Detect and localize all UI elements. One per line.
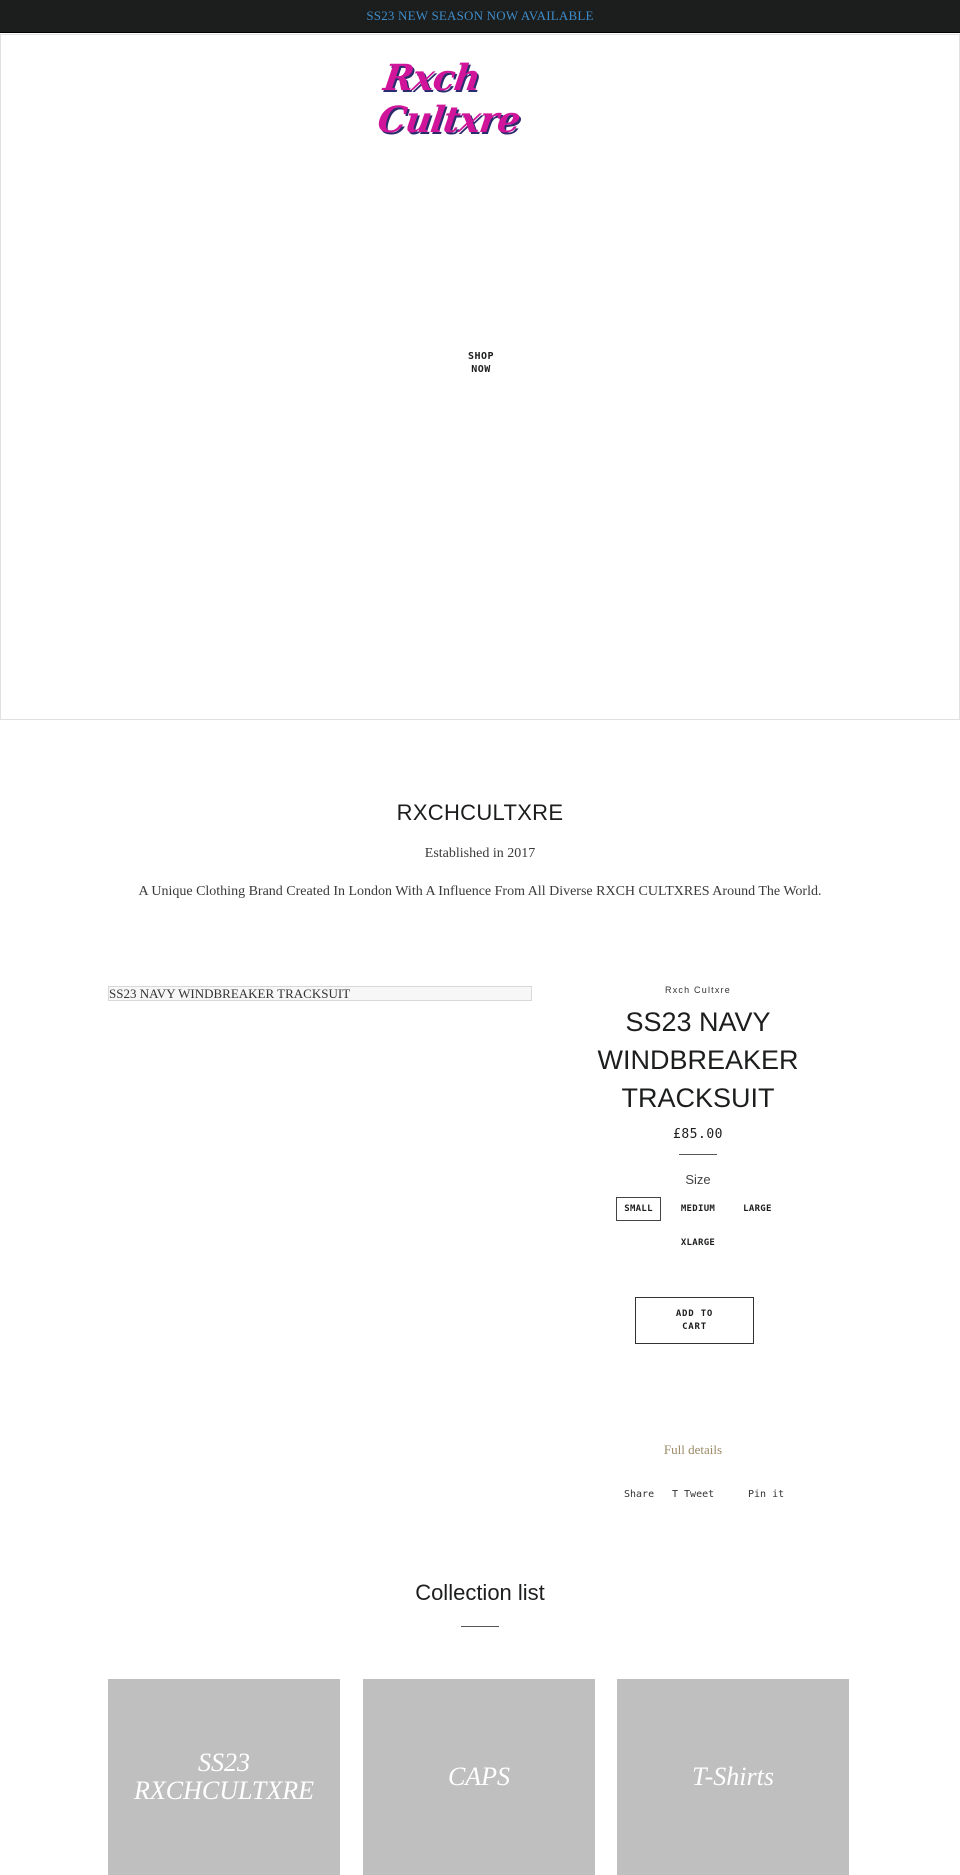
brand-intro xyxy=(0,800,960,900)
shop-now-label-1: SHOP xyxy=(467,351,495,362)
logo-text: Rxch Cultxre xyxy=(375,57,523,141)
size-label: Size xyxy=(685,1172,711,1187)
announcement-bar xyxy=(0,0,960,33)
hero-section xyxy=(0,34,960,720)
add-to-cart-label-1: ADD TO xyxy=(675,1308,714,1319)
collection-list-heading: Collection list xyxy=(415,1580,545,1605)
share-twitter-link[interactable]: T Tweet xyxy=(672,1489,715,1500)
price-divider xyxy=(679,1154,717,1155)
product-price: £85.00 xyxy=(673,1127,723,1142)
collection-divider xyxy=(461,1626,499,1627)
size-option-medium[interactable]: MEDIUM xyxy=(680,1204,716,1214)
product-info xyxy=(560,985,836,1255)
collection-card-label: SS23 RXCHCULTXRE xyxy=(133,1748,315,1805)
social-share xyxy=(620,1489,800,1505)
collection-card-caps[interactable] xyxy=(363,1679,595,1875)
collection-card-label: T-Shirts xyxy=(692,1762,774,1791)
share-pinterest-link[interactable]: Pin it xyxy=(748,1489,785,1500)
size-option-small[interactable]: SMALL xyxy=(616,1197,661,1221)
established-text: Established in 2017 xyxy=(424,846,536,861)
product-title: SS23 NAVY WINDBREAKER TRACKSUIT xyxy=(597,1007,799,1113)
size-selector xyxy=(598,1197,798,1255)
collection-card-label: CAPS xyxy=(447,1762,511,1791)
size-option-large[interactable]: LARGE xyxy=(743,1204,772,1214)
add-to-cart-button[interactable] xyxy=(635,1297,754,1344)
collection-card-tshirts[interactable] xyxy=(617,1679,849,1875)
logo[interactable] xyxy=(375,57,581,141)
brand-heading: RXCHCULTXRE xyxy=(396,800,564,825)
shop-now-label-2: NOW xyxy=(471,364,491,375)
collection-card-ss23[interactable] xyxy=(108,1679,340,1875)
collection-grid xyxy=(108,1679,850,1875)
size-option-xlarge[interactable]: XLARGE xyxy=(680,1238,716,1248)
announcement-text[interactable]: SS23 NEW SEASON NOW AVAILABLE xyxy=(366,8,594,23)
brand-description: A Unique Clothing Brand Created In London With A Influence From All Diverse RXCH CULTXRES Around The World. xyxy=(138,884,822,899)
product-vendor: Rxch Cultxre xyxy=(665,985,731,995)
product-image[interactable]: SS23 NAVY WINDBREAKER TRACKSUIT xyxy=(108,986,532,1001)
full-details-link[interactable]: Full details xyxy=(663,1442,723,1457)
shop-now-button[interactable] xyxy=(431,350,531,376)
add-to-cart-label-2: CART xyxy=(682,1321,707,1332)
share-facebook-link[interactable]: Share xyxy=(624,1489,655,1500)
